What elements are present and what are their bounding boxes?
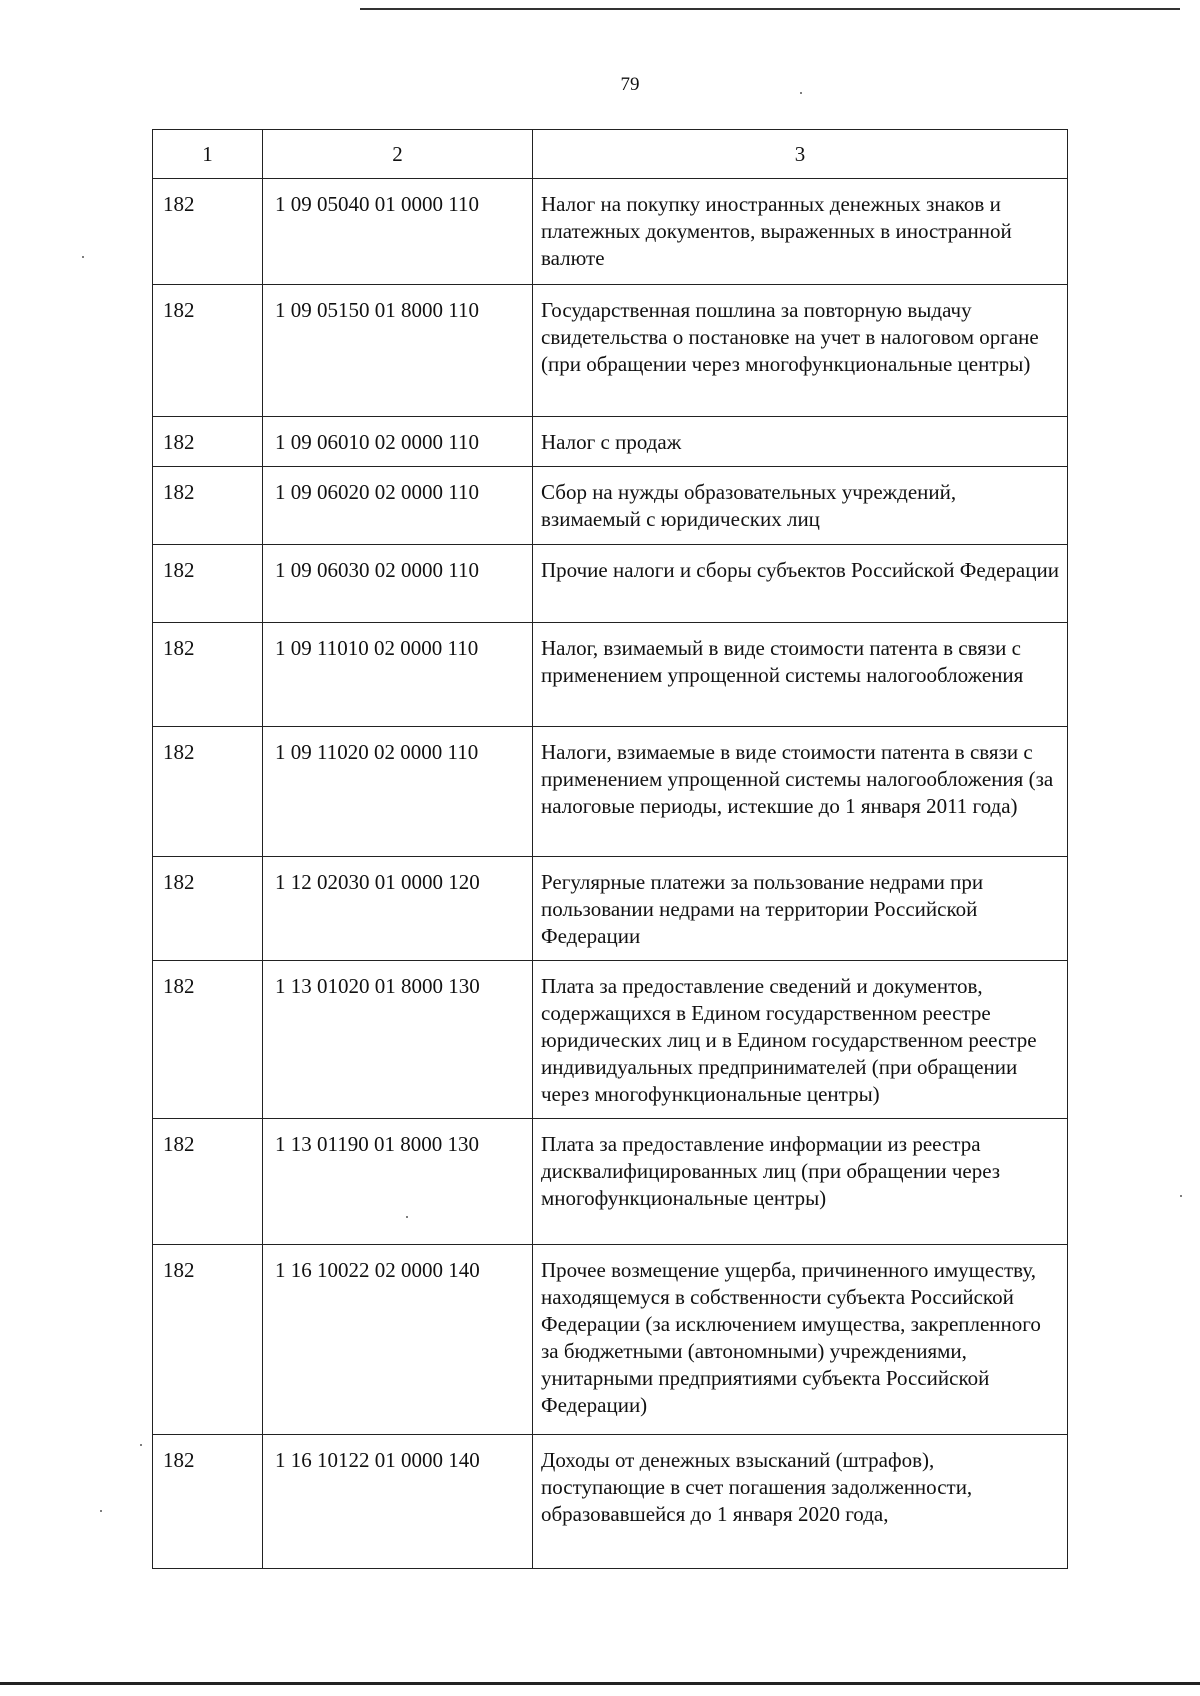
scan-edge-bottom (0, 1682, 1200, 1685)
scan-speck (1180, 1195, 1182, 1197)
description-cell: Налоги, взимаемые в виде стоимости патента в связи с применением упрощенной системы налогообложения (за налоговые периоды, истекшие до 1 января 2011 года) (533, 727, 1068, 857)
admin-code-cell: 182 (153, 727, 263, 857)
kbk-code-cell: 1 09 06030 02 0000 110 (263, 545, 533, 623)
scan-speck (140, 1444, 142, 1446)
kbk-code-cell: 1 09 05150 01 8000 110 (263, 285, 533, 417)
column-header-2: 2 (263, 130, 533, 179)
column-header-1: 1 (153, 130, 263, 179)
table-row (153, 961, 1068, 1119)
description-cell: Регулярные платежи за пользование недрами при пользовании недрами на территории Российской Федерации (533, 857, 1068, 961)
table-row (153, 285, 1068, 417)
table-row (153, 417, 1068, 467)
scan-speck (82, 256, 84, 258)
table-row (153, 179, 1068, 285)
admin-code-cell: 182 (153, 179, 263, 285)
description-cell: Налог на покупку иностранных денежных знаков и платежных документов, выраженных в иностранной валюте (533, 179, 1068, 285)
admin-code-cell: 182 (153, 623, 263, 727)
table-row (153, 1119, 1068, 1245)
kbk-code-cell: 1 09 11020 02 0000 110 (263, 727, 533, 857)
description-cell: Прочие налоги и сборы субъектов Российской Федерации (533, 545, 1068, 623)
admin-code-cell: 182 (153, 285, 263, 417)
table-row (153, 1245, 1068, 1435)
scan-speck (406, 1216, 408, 1218)
scan-speck (100, 1510, 102, 1512)
admin-code-cell: 182 (153, 857, 263, 961)
admin-code-cell: 182 (153, 1435, 263, 1569)
kbk-code-cell: 1 13 01020 01 8000 130 (263, 961, 533, 1119)
admin-code-cell: 182 (153, 1119, 263, 1245)
admin-code-cell: 182 (153, 1245, 263, 1435)
description-cell: Налог с продаж (533, 417, 1068, 467)
admin-code-cell: 182 (153, 417, 263, 467)
kbk-code-cell: 1 12 02030 01 0000 120 (263, 857, 533, 961)
table-row (153, 467, 1068, 545)
budget-codes-table (152, 129, 1068, 1569)
kbk-code-cell: 1 16 10122 01 0000 140 (263, 1435, 533, 1569)
admin-code-cell: 182 (153, 467, 263, 545)
description-cell: Сбор на нужды образовательных учреждений, взимаемый с юридических лиц (533, 467, 1068, 545)
page-number: 79 (620, 74, 640, 95)
table-row (153, 545, 1068, 623)
description-cell: Прочее возмещение ущерба, причиненного имуществу, находящемуся в собственности субъекта Российской Федерации (за исключением имущества, закрепленного за бюджетными (автономными) учреждениями, унитарными предприятиями субъекта Российской Федерации) (533, 1245, 1068, 1435)
description-cell: Плата за предоставление информации из реестра дисквалифицированных лиц (при обращении через многофункциональные центры) (533, 1119, 1068, 1245)
table-row (153, 1435, 1068, 1569)
scan-edge-top (360, 8, 1180, 10)
kbk-code-cell: 1 13 01190 01 8000 130 (263, 1119, 533, 1245)
kbk-code-cell: 1 09 06020 02 0000 110 (263, 467, 533, 545)
kbk-code-cell: 1 09 11010 02 0000 110 (263, 623, 533, 727)
description-cell: Налог, взимаемый в виде стоимости патента в связи с применением упрощенной системы налогообложения (533, 623, 1068, 727)
kbk-code-cell: 1 09 05040 01 0000 110 (263, 179, 533, 285)
table-row (153, 857, 1068, 961)
description-cell: Государственная пошлина за повторную выдачу свидетельства о постановке на учет в налоговом органе (при обращении через многофункциональные центры) (533, 285, 1068, 417)
description-cell: Плата за предоставление сведений и документов, содержащихся в Едином государственном реестре юридических лиц и в Едином государственном реестре индивидуальных предпринимателей (при обращении через многофункциональные центры) (533, 961, 1068, 1119)
scan-speck (800, 92, 802, 94)
kbk-code-cell: 1 09 06010 02 0000 110 (263, 417, 533, 467)
description-cell: Доходы от денежных взысканий (штрафов), поступающие в счет погашения задолженности, образовавшейся до 1 января 2020 года, (533, 1435, 1068, 1569)
admin-code-cell: 182 (153, 961, 263, 1119)
table-header-row (153, 130, 1068, 179)
column-header-3: 3 (533, 130, 1068, 179)
table-row (153, 623, 1068, 727)
kbk-code-cell: 1 16 10022 02 0000 140 (263, 1245, 533, 1435)
admin-code-cell: 182 (153, 545, 263, 623)
table-row (153, 727, 1068, 857)
